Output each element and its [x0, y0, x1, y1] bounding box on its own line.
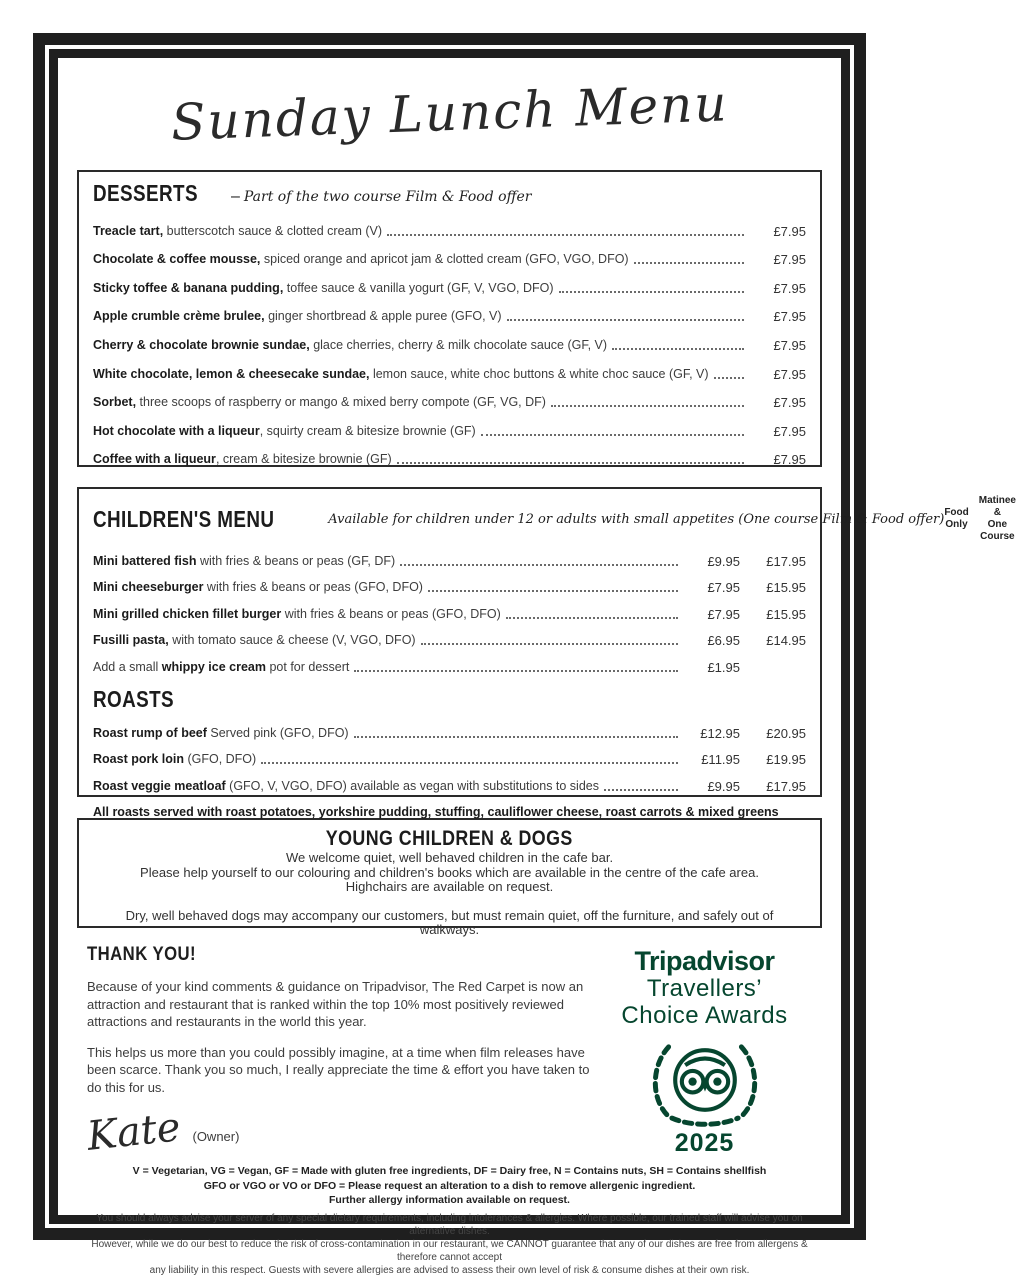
item-desc: toffee sauce & vanilla yogurt (GF, V, VGO, DFO) [283, 280, 554, 295]
item-desc: ginger shortbread & apple puree (GFO, V) [264, 309, 502, 324]
price-matinee: £17.95 [766, 553, 806, 569]
item-price: £7.95 [773, 309, 806, 325]
desserts-heading: DESSERTS [93, 180, 198, 206]
item-price: £7.95 [773, 395, 806, 411]
price-food-only: £7.95 [707, 606, 740, 622]
roasts-footer-note: All roasts served with roast potatoes, yorkshire pudding, stuffing, cauliflower cheese, roast carrots & mixed greens [93, 804, 779, 819]
signature-row [84, 1104, 595, 1160]
item-price: £7.95 [773, 280, 806, 296]
roast-item-row [93, 742, 806, 769]
price-food-only: £1.95 [707, 659, 740, 675]
item-desc: butterscotch sauce & clotted cream (V) [163, 223, 383, 238]
price-food-only: £7.95 [707, 580, 740, 596]
childrens-item-row [93, 570, 806, 597]
item-desc: glace cherries, cherry & milk chocolate sauce (GF, V) [309, 337, 608, 352]
item-name: Cherry & chocolate brownie sundae, [93, 337, 310, 352]
column-header-food-only: Food Only [944, 507, 969, 530]
decorative-frame-outer [33, 33, 1016, 1276]
dot-leader [507, 319, 744, 321]
dot-leader [481, 434, 744, 436]
item-name: Sorbet, [93, 395, 137, 410]
item-desc: spiced orange and apricot jam & clotted cream (GFO, VGO, DFO) [260, 252, 629, 267]
dot-leader [714, 377, 744, 379]
dot-leader [559, 291, 744, 293]
price-matinee: £17.95 [766, 778, 806, 794]
childrens-menu-header [93, 495, 1016, 543]
item-desc: with fries & beans or peas (GF, DF) [196, 553, 396, 568]
item-desc: lemon sauce, white choc buttons & white choc sauce (GF, V) [369, 366, 709, 381]
dessert-item-row [93, 268, 806, 297]
young-line-3: Highchairs are available on request. [345, 879, 554, 894]
award-line-travellers: Travellers’ [646, 975, 763, 1002]
item-desc: (GFO, V, VGO, DFO) available as vegan with substitutions to sides [225, 778, 599, 793]
item-name: Chocolate & coffee mousse, [93, 252, 261, 267]
dot-leader [634, 262, 744, 264]
price-matinee: £15.95 [766, 606, 806, 622]
item-price: £7.95 [773, 252, 806, 268]
childrens-heading: CHILDREN'S MENU [93, 505, 275, 532]
item-desc: with fries & beans or peas (GFO, DFO) [281, 606, 501, 621]
award-year: 2025 [674, 1129, 735, 1157]
allergen-key-line-3: Further allergy information available on request. [329, 1194, 570, 1206]
tripadvisor-wordmark: Tripadvisor [634, 946, 775, 976]
young-line-1: We welcome quiet, well behaved children in the cafe bar. [285, 850, 614, 865]
roast-item-row [93, 768, 806, 795]
dessert-item-row [93, 440, 806, 469]
item-desc: with fries & beans or peas (GFO, DFO) [203, 580, 423, 595]
dot-leader [354, 736, 678, 738]
dot-leader [354, 670, 678, 672]
dessert-item-row [93, 325, 806, 354]
childrens-item-row [93, 596, 806, 623]
item-name: Hot chocolate with a liqueur [93, 423, 260, 438]
dot-leader [397, 462, 744, 464]
tripadvisor-owl-laurel-icon [595, 1032, 814, 1133]
addon-suffix: pot for dessert [266, 659, 350, 674]
dessert-item-row [93, 354, 806, 383]
column-header-matinee: Matinee & One Course [978, 495, 1016, 542]
item-price: £7.95 [773, 337, 806, 353]
roasts-heading: ROASTS [93, 685, 175, 712]
desserts-subheading: Part of the two course Film & Food offer [243, 189, 532, 205]
dessert-item-row [93, 383, 806, 412]
dot-leader [612, 348, 744, 350]
dessert-addon-row [93, 649, 806, 676]
heading-dash: – [230, 188, 240, 205]
menu-content [58, 58, 1016, 1276]
dot-leader [400, 564, 678, 566]
young-children-dogs-section [77, 818, 822, 937]
dessert-item-row [93, 297, 806, 326]
title-area [77, 58, 822, 168]
price-matinee: £15.95 [766, 580, 806, 596]
dot-leader [261, 762, 678, 764]
disclaimer-line-1: You should always advise your server of any special dietary requirements, including intolerances & allergies. Where possible, our trained staff will advise you on alternative dishes. [96, 1212, 803, 1237]
item-price: £7.95 [773, 366, 806, 382]
item-price: £7.95 [773, 452, 806, 468]
dot-leader [421, 643, 678, 645]
roasts-header [93, 686, 806, 713]
item-name: Coffee with a liqueur [93, 452, 216, 467]
dot-leader [604, 789, 678, 791]
thank-you-heading: THANK YOU! [87, 944, 197, 965]
dessert-item-row [93, 240, 806, 269]
item-name: Apple crumble crème brulee, [93, 309, 265, 324]
roast-item-row [93, 715, 806, 742]
dessert-item-row [93, 211, 806, 240]
disclaimer-line-3: any liability in this respect. Guests with severe allergies are advised to assess their own level of risk & consume dishes at their own risk. [149, 1264, 750, 1276]
childrens-item-row [93, 543, 806, 570]
item-price: £7.95 [773, 423, 806, 439]
item-name: White chocolate, lemon & cheesecake sundae, [93, 366, 370, 381]
thank-you-area [77, 944, 822, 1158]
young-children-heading: YOUNG CHILDREN & DOGS [326, 827, 573, 850]
price-food-only: £9.95 [707, 778, 740, 794]
price-food-only: £9.95 [707, 553, 740, 569]
price-matinee: £20.95 [766, 725, 806, 741]
item-desc: three scoops of raspberry or mango & mixed berry compote (GF, VG, DF) [136, 395, 546, 410]
addon-prefix: Add a small [93, 659, 162, 674]
owner-signature: Kate [84, 1104, 183, 1160]
item-name: Roast pork loin [93, 752, 184, 767]
dot-leader [551, 405, 744, 407]
disclaimer-line-2: However, while we do our best to reduce the risk of cross-contamination in our restaurant, we CANNOT guarantee that any of our dishes are free from allergens & therefore cannot accept [91, 1238, 808, 1263]
thank-you-column [84, 944, 595, 1160]
award-line-choice: Choice Awards [621, 1002, 788, 1029]
thank-you-paragraph-2: This helps us more than you could possibly imagine, at a time when film releases have been scarce. Thank you so much, I really appreciate the time & effort you have taken to do this for us. [87, 1044, 590, 1095]
desserts-header [93, 180, 806, 207]
dot-leader [428, 590, 678, 592]
owner-label: (Owner) [192, 1128, 240, 1144]
allergen-key-line-2: GFO or VGO or VO or DFO = Please request an alteration to a dish to remove allergenic ingredient. [203, 1179, 696, 1192]
item-desc: (GFO, DFO) [183, 752, 257, 767]
price-matinee: £14.95 [766, 633, 806, 649]
item-desc: , cream & bitesize brownie (GF) [215, 452, 392, 467]
dot-leader [387, 234, 744, 236]
item-name: Treacle tart, [93, 223, 164, 238]
item-name: Sticky toffee & banana pudding, [93, 280, 284, 295]
item-desc: , squirty cream & bitesize brownie (GF) [259, 423, 476, 438]
decorative-frame-inner [49, 49, 1016, 1276]
item-price: £7.95 [773, 223, 806, 239]
price-food-only: £12.95 [700, 725, 740, 741]
addon-name: whippy ice cream [161, 659, 266, 674]
allergen-key-line-1: V = Vegetarian, VG = Vegan, GF = Made with gluten free ingredients, DF = Dairy free, N = Contains nuts, SH = Contains shellfish [132, 1165, 767, 1177]
item-name: Roast veggie meatloaf [93, 778, 226, 793]
childrens-menu-section [77, 487, 1016, 819]
childrens-subheading: Available for children under 12 or adults with small appetites (One course Film & Food offer) [328, 511, 945, 527]
price-food-only: £11.95 [701, 752, 740, 768]
item-name: Mini cheeseburger [93, 580, 204, 595]
young-line-dogs: Dry, well behaved dogs may accompany our customers, but must remain quiet, off the furniture, and safely out of walkways. [125, 907, 774, 937]
item-name: Mini grilled chicken fillet burger [93, 606, 282, 621]
item-desc: with tomato sauce & cheese (V, VGO, DFO) [168, 633, 416, 648]
desserts-section [77, 170, 822, 467]
page-title: Sunday Lunch Menu [169, 74, 730, 152]
young-line-2: Please help yourself to our colouring and children's books which are available in the centre of the cafe area. [140, 864, 759, 880]
item-name: Roast rump of beef [93, 725, 207, 740]
tripadvisor-award [595, 944, 814, 1158]
childrens-item-row [93, 623, 806, 650]
item-name: Mini battered fish [93, 553, 197, 568]
thank-you-paragraph-1: Because of your kind comments & guidance on Tripadvisor, The Red Carpet is now an attraction and restaurant that is ranked within the top 10% most positively reviewed attractions and restaurants in the world this year. [87, 979, 584, 1029]
item-desc: Served pink (GFO, DFO) [206, 725, 349, 740]
allergen-footnotes [77, 1164, 822, 1277]
price-matinee: £19.95 [766, 752, 806, 768]
dessert-item-row [93, 411, 806, 440]
price-food-only: £6.95 [707, 633, 740, 649]
item-name: Fusilli pasta, [93, 633, 169, 648]
dot-leader [506, 617, 678, 619]
